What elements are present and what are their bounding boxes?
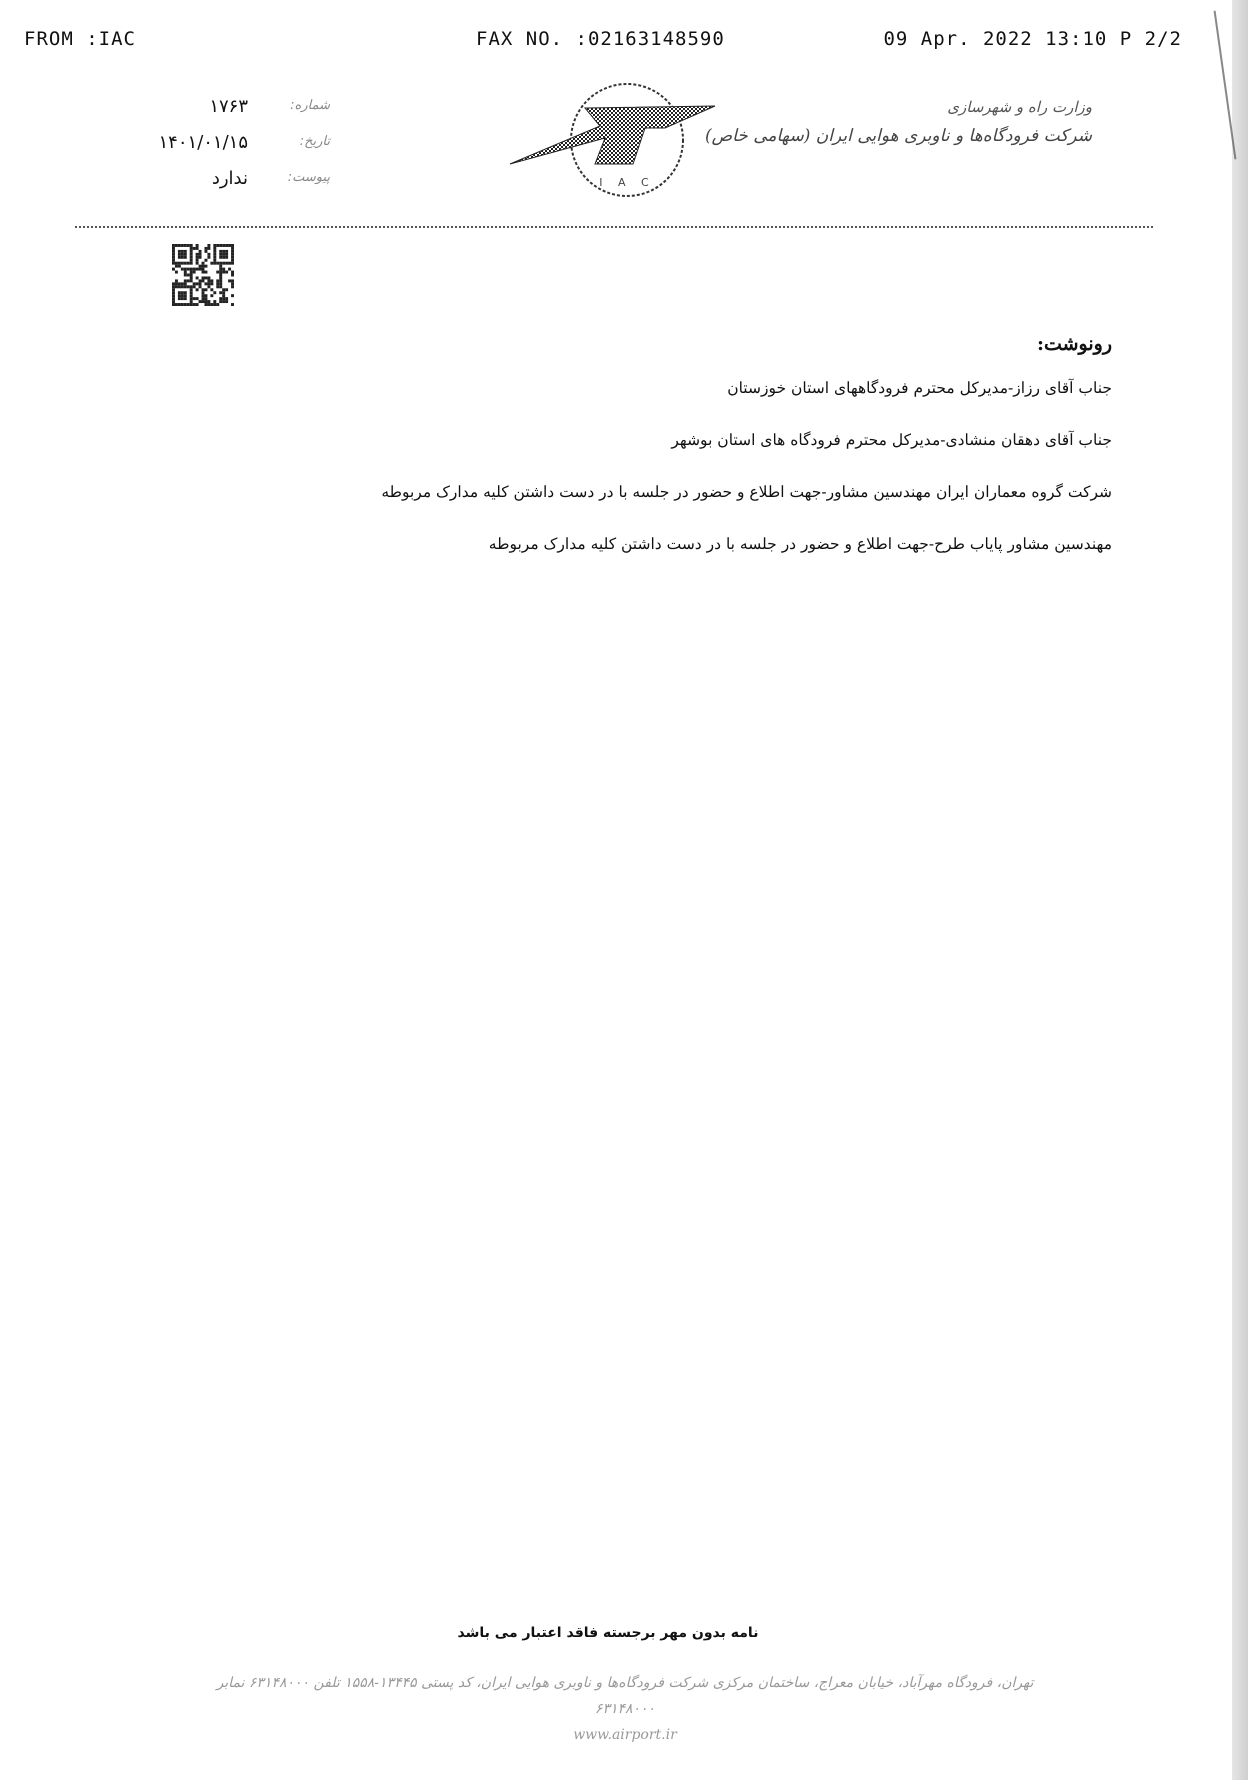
footer-address-line-2: www.airport.ir <box>573 1727 677 1743</box>
fax-from: FROM :IAC <box>24 28 136 50</box>
copy-recipient: شرکت گروه معماران ایران مهندسین مشاور-جهت اطلاع و حضور در جلسه با در دست داشتن کلیه مدارک مربوطه <box>381 483 1112 501</box>
ministry-name: وزارت راه و شهرسازی <box>947 98 1092 116</box>
scan-edge <box>1232 0 1248 1780</box>
letter-number-row <box>140 96 340 132</box>
fax-header <box>24 28 1182 54</box>
letter-number-label: شماره: <box>290 98 330 113</box>
letter-attachment-label: پیوست: <box>287 170 330 185</box>
fax-number: FAX NO. :02163148590 <box>476 28 725 50</box>
qr-code-icon <box>172 244 234 306</box>
copy-recipient: جناب آقای دهقان منشادی-مدیرکل محترم فرودگاه های استان بوشهر <box>671 431 1112 449</box>
copy-recipient: جناب آقای رزاز-مدیرکل محترم فرودگاههای استان خوزستان <box>727 379 1112 397</box>
header-divider <box>75 226 1153 228</box>
copy-recipient: مهندسین مشاور پایاب طرح-جهت اطلاع و حضور در جلسه با در دست داشتن کلیه مدارک مربوطه <box>488 535 1112 553</box>
letter-date: ۱۴۰۱/۰۱/۱۵ <box>158 132 248 153</box>
organization-heading <box>672 98 1092 146</box>
stamp-validity-note: نامه بدون مهر برجسته فاقد اعتبار می باشد <box>457 1625 759 1641</box>
copies-title: رونوشت: <box>1036 333 1112 355</box>
letter-date-row <box>140 132 340 168</box>
letter-number: ۱۷۶۳ <box>209 96 248 117</box>
company-name: شرکت فرودگاه‌ها و ناوبری هوایی ایران (سهامی خاص) <box>704 126 1092 146</box>
copies-section <box>292 333 1112 585</box>
letter-attachment: ندارد <box>211 168 248 189</box>
footer-address <box>200 1670 1050 1748</box>
fax-date-page: 09 Apr. 2022 13:10 P 2/2 <box>883 28 1182 50</box>
footer-address-line: تهران، فرودگاه مهرآباد، خیابان معراج، ساختمان مرکزی شرکت فرودگاه‌ها و ناوبری هوایی ایران، کد پستی ۱۳۴۴۵-۱۵۵۸ تلفن ۶۳۱۴۸۰۰۰ نمابر ۶۳۱۴۸۰۰۰ <box>216 1675 1034 1717</box>
letter-attachment-row <box>140 168 340 204</box>
letter-meta <box>140 96 340 204</box>
letter-date-label: تاریخ: <box>299 134 330 149</box>
logo-text: I A C <box>599 176 655 189</box>
